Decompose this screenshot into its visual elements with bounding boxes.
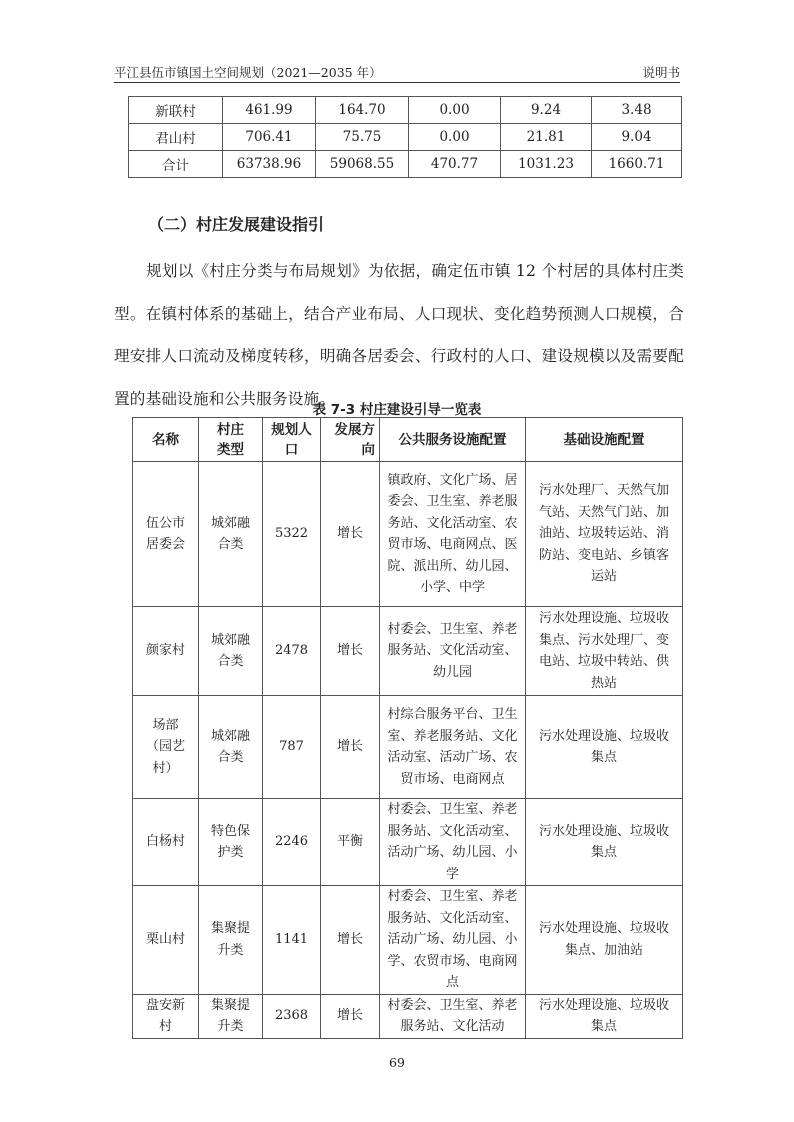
- header-public-services: 公共服务设施配置: [380, 418, 526, 462]
- cell-infrastructure: 污水处理厂、天然气加气站、天然气门站、加油站、垃圾转运站、消防站、变电站、乡镇客运站: [526, 462, 683, 607]
- header-type: 村庄类型: [199, 418, 263, 462]
- cell-population: 1141: [263, 886, 321, 995]
- table-row: [133, 607, 683, 696]
- cell-infrastructure: 污水处理设施、垃圾收集点、污水处理厂、变电站、垃圾中转站、供热站: [526, 607, 683, 696]
- table-row: [133, 886, 683, 995]
- cell-value: 3.48: [592, 97, 682, 124]
- header-name: 名称: [133, 418, 199, 462]
- cell-name: 颜家村: [133, 607, 199, 696]
- page-header: [114, 64, 680, 83]
- cell-name: 盘安新村: [133, 994, 199, 1038]
- cell-value: 63738.96: [223, 151, 316, 178]
- cell-type: 城郊融合类: [199, 696, 263, 799]
- cell-type: 集聚提升类: [199, 886, 263, 995]
- paragraph-line: 型。在镇村体系的基础上，结合产业布局、人口现状、变化趋势预测人口规模，合: [114, 304, 684, 323]
- cell-infrastructure: 污水处理设施、垃圾收集点: [526, 799, 683, 886]
- cell-name: 场部（园艺村）: [133, 696, 199, 799]
- cell-value: 59068.55: [316, 151, 409, 178]
- cell-infrastructure: 污水处理设施、垃圾收集点、加油站: [526, 886, 683, 995]
- cell-type: 城郊融合类: [199, 607, 263, 696]
- cell-population: 2246: [263, 799, 321, 886]
- cell-value: 1031.23: [501, 151, 592, 178]
- cell-value: 470.77: [409, 151, 501, 178]
- section-heading: （二）村庄发展建设指引: [148, 215, 325, 234]
- document-type: 说明书: [642, 65, 680, 80]
- header-infrastructure: 基础设施配置: [526, 418, 683, 462]
- cell-population: 2368: [263, 994, 321, 1038]
- cell-value: 9.04: [592, 124, 682, 151]
- table-header-row: [133, 418, 683, 462]
- cell-population: 787: [263, 696, 321, 799]
- cell-value: 0.00: [409, 97, 501, 124]
- cell-total-label: 合计: [129, 151, 223, 178]
- header-direction: 发展方向: [321, 418, 380, 462]
- cell-direction: 增长: [321, 696, 380, 799]
- cell-public-services: 村委会、卫生室、养老服务站、文化活动室、活动广场、幼儿园、小学、农贸市场、电商网点: [380, 886, 526, 995]
- cell-value: 1660.71: [592, 151, 682, 178]
- cell-population: 2478: [263, 607, 321, 696]
- cell-direction: 增长: [321, 462, 380, 607]
- body-paragraph: [114, 250, 684, 420]
- header-population: 规划人口: [263, 418, 321, 462]
- cell-public-services: 镇政府、文化广场、居委会、卫生室、养老服务站、文化活动室、农贸市场、电商网点、医院、派出所、幼儿园、小学、中学: [380, 462, 526, 607]
- cell-direction: 平衡: [321, 799, 380, 886]
- cell-value: 9.24: [501, 97, 592, 124]
- table-row: [133, 799, 683, 886]
- cell-value: 461.99: [223, 97, 316, 124]
- cell-value: 164.70: [316, 97, 409, 124]
- cell-infrastructure: 污水处理设施、垃圾收集点: [526, 696, 683, 799]
- cell-type: 集聚提升类: [199, 994, 263, 1038]
- paragraph-line: 置的基础设施和公共服务设施。: [114, 389, 336, 408]
- page-number: 69: [389, 1055, 405, 1070]
- cell-name: 白杨村: [133, 799, 199, 886]
- cell-public-services: 村委会、卫生室、养老服务站、文化活动室、幼儿园: [380, 607, 526, 696]
- cell-public-services: 村委会、卫生室、养老服务站、文化活动: [380, 994, 526, 1038]
- cell-village: 新联村: [129, 97, 223, 124]
- table-row-total: [129, 151, 682, 178]
- cell-population: 5322: [263, 462, 321, 607]
- cell-name: 伍公市居委会: [133, 462, 199, 607]
- table-caption: 表 7-3 村庄建设引导一览表: [312, 402, 482, 418]
- cell-value: 0.00: [409, 124, 501, 151]
- village-guidance-table: [132, 417, 683, 1039]
- table-row: [133, 994, 683, 1038]
- document-title: 平江县伍市镇国土空间规划（2021—2035 年）: [114, 65, 382, 80]
- cell-type: 特色保护类: [199, 799, 263, 886]
- cell-public-services: 村委会、卫生室、养老服务站、文化活动室、活动广场、幼儿园、小学: [380, 799, 526, 886]
- table-row: [133, 696, 683, 799]
- table-row: [129, 124, 682, 151]
- cell-name: 栗山村: [133, 886, 199, 995]
- cell-village: 君山村: [129, 124, 223, 151]
- land-use-table: [128, 96, 682, 178]
- cell-direction: 增长: [321, 994, 380, 1038]
- cell-public-services: 村综合服务平台、卫生室、养老服务站、文化活动室、活动广场、农贸市场、电商网点: [380, 696, 526, 799]
- cell-direction: 增长: [321, 886, 380, 995]
- cell-value: 706.41: [223, 124, 316, 151]
- paragraph-line: 规划以《村庄分类与布局规划》为依据，确定伍市镇 12 个村居的具体村庄类: [146, 262, 684, 280]
- cell-value: 21.81: [501, 124, 592, 151]
- cell-infrastructure: 污水处理设施、垃圾收集点: [526, 994, 683, 1038]
- cell-value: 75.75: [316, 124, 409, 151]
- table-row: [129, 97, 682, 124]
- cell-direction: 增长: [321, 607, 380, 696]
- table-row: [133, 462, 683, 607]
- paragraph-line: 理安排人口流动及梯度转移，明确各居委会、行政村的人口、建设规模以及需要配: [114, 347, 684, 365]
- cell-type: 城郊融合类: [199, 462, 263, 607]
